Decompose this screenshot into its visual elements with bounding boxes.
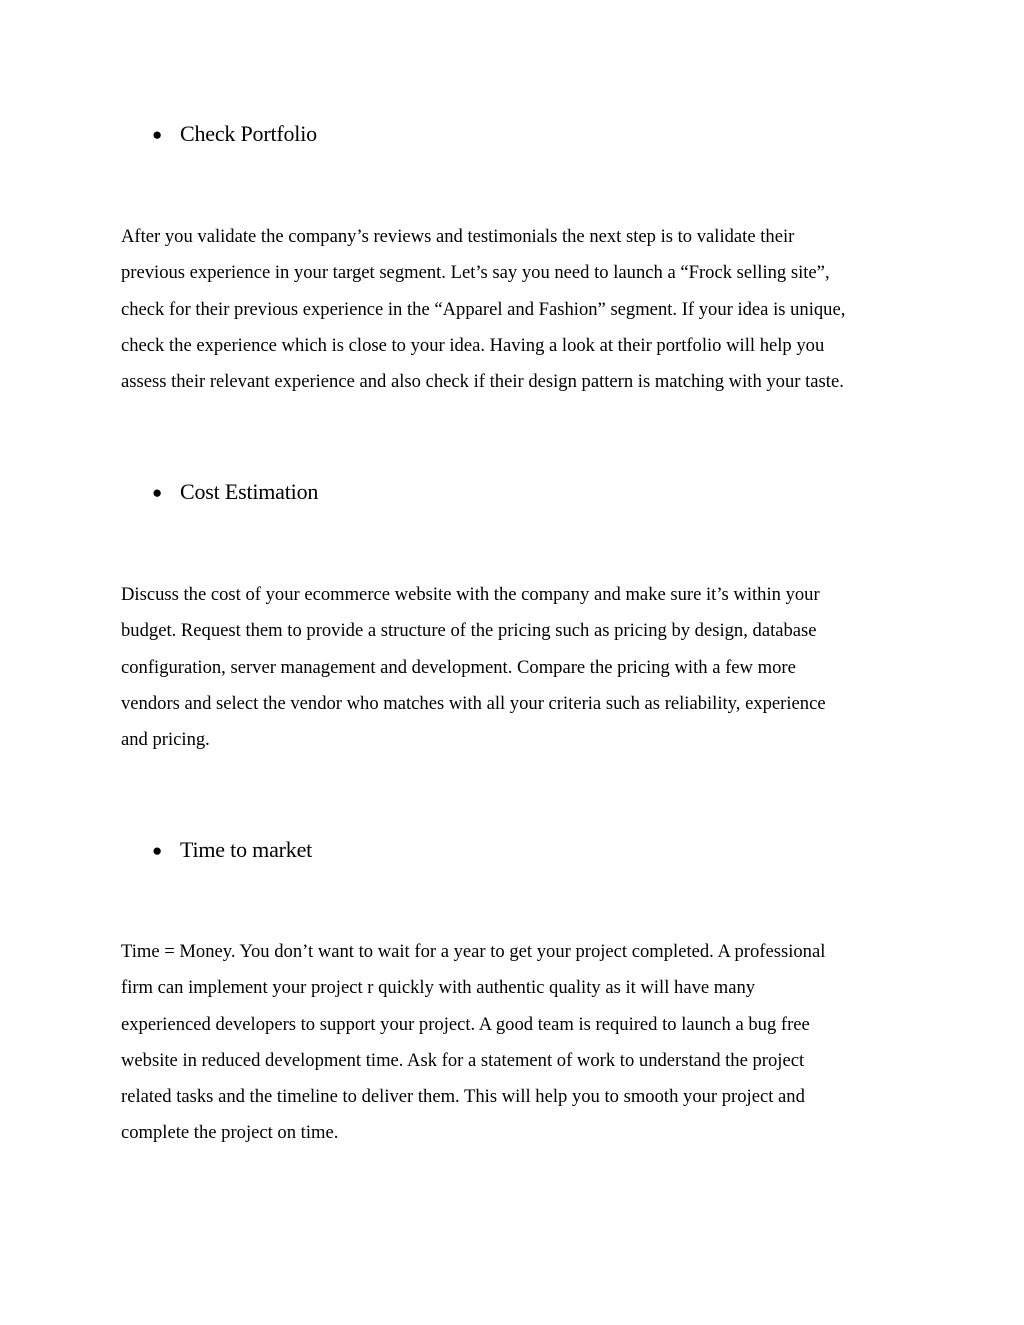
section-heading-check-portfolio <box>152 119 317 149</box>
paragraph-line: Time = Money. You don’t want to wait for a year to get your project completed. A professional <box>121 941 826 962</box>
section-heading-time-to-market <box>152 835 312 865</box>
paragraph-line: check for their previous experience in the “Apparel and Fashion” segment. If your idea is unique, <box>121 298 846 320</box>
paragraph-cost-estimation <box>121 577 921 758</box>
paragraph-line: budget. Request them to provide a structure of the pricing such as pricing by design, database <box>121 620 817 642</box>
paragraph-line: vendors and select the vendor who matches with all your criteria such as reliability, experience <box>121 692 826 714</box>
paragraph-line: website in reduced development time. Ask for a statement of work to understand the project <box>121 1049 805 1071</box>
bullet-icon: ● <box>152 840 163 860</box>
paragraph-time-to-market <box>121 934 921 1152</box>
paragraph-line: firm can implement your project r quickly with authentic quality as it will have many <box>121 977 756 999</box>
paragraph-line: assess their relevant experience and also check if their design pattern is matching with your taste. <box>121 371 844 393</box>
paragraph-line: experienced developers to support your project. A good team is required to launch a bug free <box>121 1013 810 1035</box>
paragraph-check-portfolio <box>121 219 921 400</box>
bullet-icon: ● <box>152 482 163 502</box>
paragraph-line: Discuss the cost of your ecommerce website with the company and make sure it’s within your <box>121 584 820 605</box>
heading-text: Check Portfolio <box>180 121 317 146</box>
paragraph-line: configuration, server management and development. Compare the pricing with a few more <box>121 656 796 678</box>
paragraph-line: and pricing. <box>121 729 210 751</box>
paragraph-line: After you validate the company’s reviews and testimonials the next step is to validate their <box>121 226 795 247</box>
paragraph-line: complete the project on time. <box>121 1122 339 1144</box>
paragraph-line: check the experience which is close to your idea. Having a look at their portfolio will help you <box>121 334 825 356</box>
heading-text: Cost Estimation <box>180 479 319 504</box>
paragraph-line: previous experience in your target segment. Let’s say you need to launch a “Frock selling site”, <box>121 262 830 284</box>
heading-text: Time to market <box>180 837 313 862</box>
section-heading-cost-estimation <box>152 477 318 507</box>
paragraph-line: related tasks and the timeline to deliver them. This will help you to smooth your project and <box>121 1086 805 1108</box>
bullet-icon: ● <box>152 124 163 144</box>
